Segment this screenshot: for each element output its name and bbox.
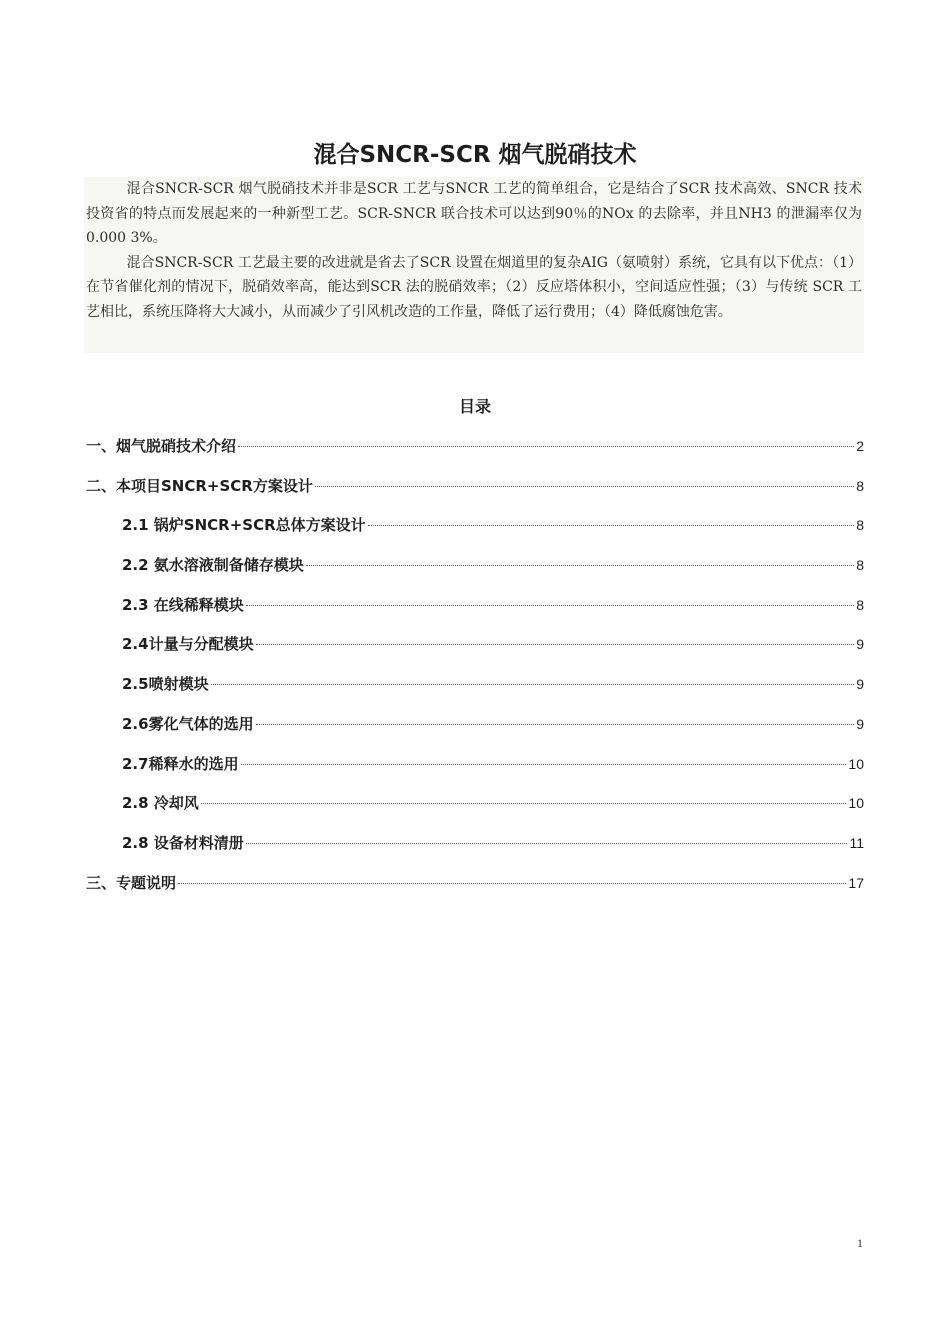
toc-dot-leader bbox=[246, 605, 854, 606]
toc-entry-label: 2.7稀释水的选用 bbox=[122, 754, 239, 773]
toc-entry-label: 一、烟气脱硝技术介绍 bbox=[86, 437, 237, 455]
toc-entry-page: 8 bbox=[856, 477, 864, 494]
toc-entry[interactable] bbox=[86, 829, 864, 869]
toc-dot-leader bbox=[368, 525, 855, 526]
toc-entry-label: 2.1 锅炉SNCR+SCR总体方案设计 bbox=[122, 516, 366, 535]
toc-entry-page: 10 bbox=[848, 795, 864, 812]
toc-entry-label: 2.3 在线稀释模块 bbox=[122, 595, 244, 614]
toc-dot-leader bbox=[306, 565, 854, 566]
document-title: 混合SNCR-SCR 烟气脱硝技术 bbox=[313, 142, 637, 169]
toc-entry[interactable] bbox=[86, 750, 864, 790]
toc-entry[interactable] bbox=[86, 670, 864, 710]
toc-dot-leader bbox=[201, 803, 847, 804]
toc-entry[interactable] bbox=[86, 472, 864, 512]
toc-entry-page: 8 bbox=[856, 557, 864, 574]
toc-entry-label: 三、专题说明 bbox=[86, 873, 177, 892]
toc-entry[interactable] bbox=[86, 551, 864, 591]
toc-dot-leader bbox=[256, 724, 855, 725]
toc-entry-page: 2 bbox=[856, 438, 864, 454]
table-of-contents bbox=[86, 432, 864, 908]
intro-section bbox=[84, 177, 864, 353]
toc-entry[interactable] bbox=[86, 432, 864, 472]
toc-entry-page: 11 bbox=[849, 834, 864, 851]
toc-entry-page: 9 bbox=[856, 715, 864, 732]
toc-entry-page: 9 bbox=[856, 676, 864, 693]
toc-dot-leader bbox=[211, 684, 855, 685]
toc-entry[interactable] bbox=[86, 869, 864, 909]
toc-heading: 目录 bbox=[458, 397, 491, 416]
toc-entry[interactable] bbox=[86, 591, 864, 631]
toc-entry-page: 17 bbox=[848, 874, 864, 891]
toc-dot-leader bbox=[246, 843, 848, 844]
toc-entry-page: 9 bbox=[856, 636, 864, 653]
toc-dot-leader bbox=[241, 764, 847, 765]
toc-dot-leader bbox=[238, 446, 854, 447]
toc-entry[interactable] bbox=[86, 710, 864, 750]
toc-entry-label: 2.8 冷却风 bbox=[122, 794, 199, 813]
toc-dot-leader bbox=[178, 883, 846, 884]
toc-entry-label: 2.4计量与分配模块 bbox=[122, 635, 254, 654]
toc-entry-page: 8 bbox=[856, 517, 864, 534]
toc-entry-label: 2.5喷射模块 bbox=[122, 675, 209, 694]
toc-entry-label: 2.2 氨水溶液制备储存模块 bbox=[122, 556, 304, 575]
toc-entry-label: 2.6雾化气体的选用 bbox=[122, 714, 254, 733]
toc-entry[interactable] bbox=[86, 511, 864, 551]
intro-paragraph: 混合SNCR-SCR 烟气脱硝技术并非是SCR 工艺与SNCR 工艺的简单组合，它是结合了SCR 技术高效、SNCR 技术投资省的特点而发展起来的一种新型工艺。SCR-SNCR 联合技术可以达到90％的NOx 的去除率，并且NH3 的泄漏率仅为0.000 3%。 bbox=[86, 181, 862, 246]
page-number: 1 bbox=[857, 1236, 863, 1250]
toc-entry-label: 2.8 设备材料清册 bbox=[122, 833, 244, 852]
toc-entry-page: 8 bbox=[856, 596, 864, 613]
toc-entry[interactable] bbox=[86, 789, 864, 829]
toc-entry[interactable] bbox=[86, 630, 864, 670]
intro-paragraph: 混合SNCR-SCR 工艺最主要的改进就是省去了SCR 设置在烟道里的复杂AIG（氨喷射）系统，它具有以下优点：（1）在节省催化剂的情况下，脱硝效率高，能达到SCR 法的脱硝效率；（2）反应塔体积小，空间适应性强；（3）与传统 SCR 工艺相比，系统压降将大大减小，从而减少了引风机改造的工作量，降低了运行费用；（4）降低腐蚀危害。 bbox=[86, 254, 862, 320]
toc-entry-page: 10 bbox=[848, 755, 864, 772]
toc-entry-label: 二、本项目SNCR+SCR方案设计 bbox=[86, 476, 313, 495]
toc-dot-leader bbox=[256, 644, 855, 645]
toc-dot-leader bbox=[315, 486, 854, 487]
